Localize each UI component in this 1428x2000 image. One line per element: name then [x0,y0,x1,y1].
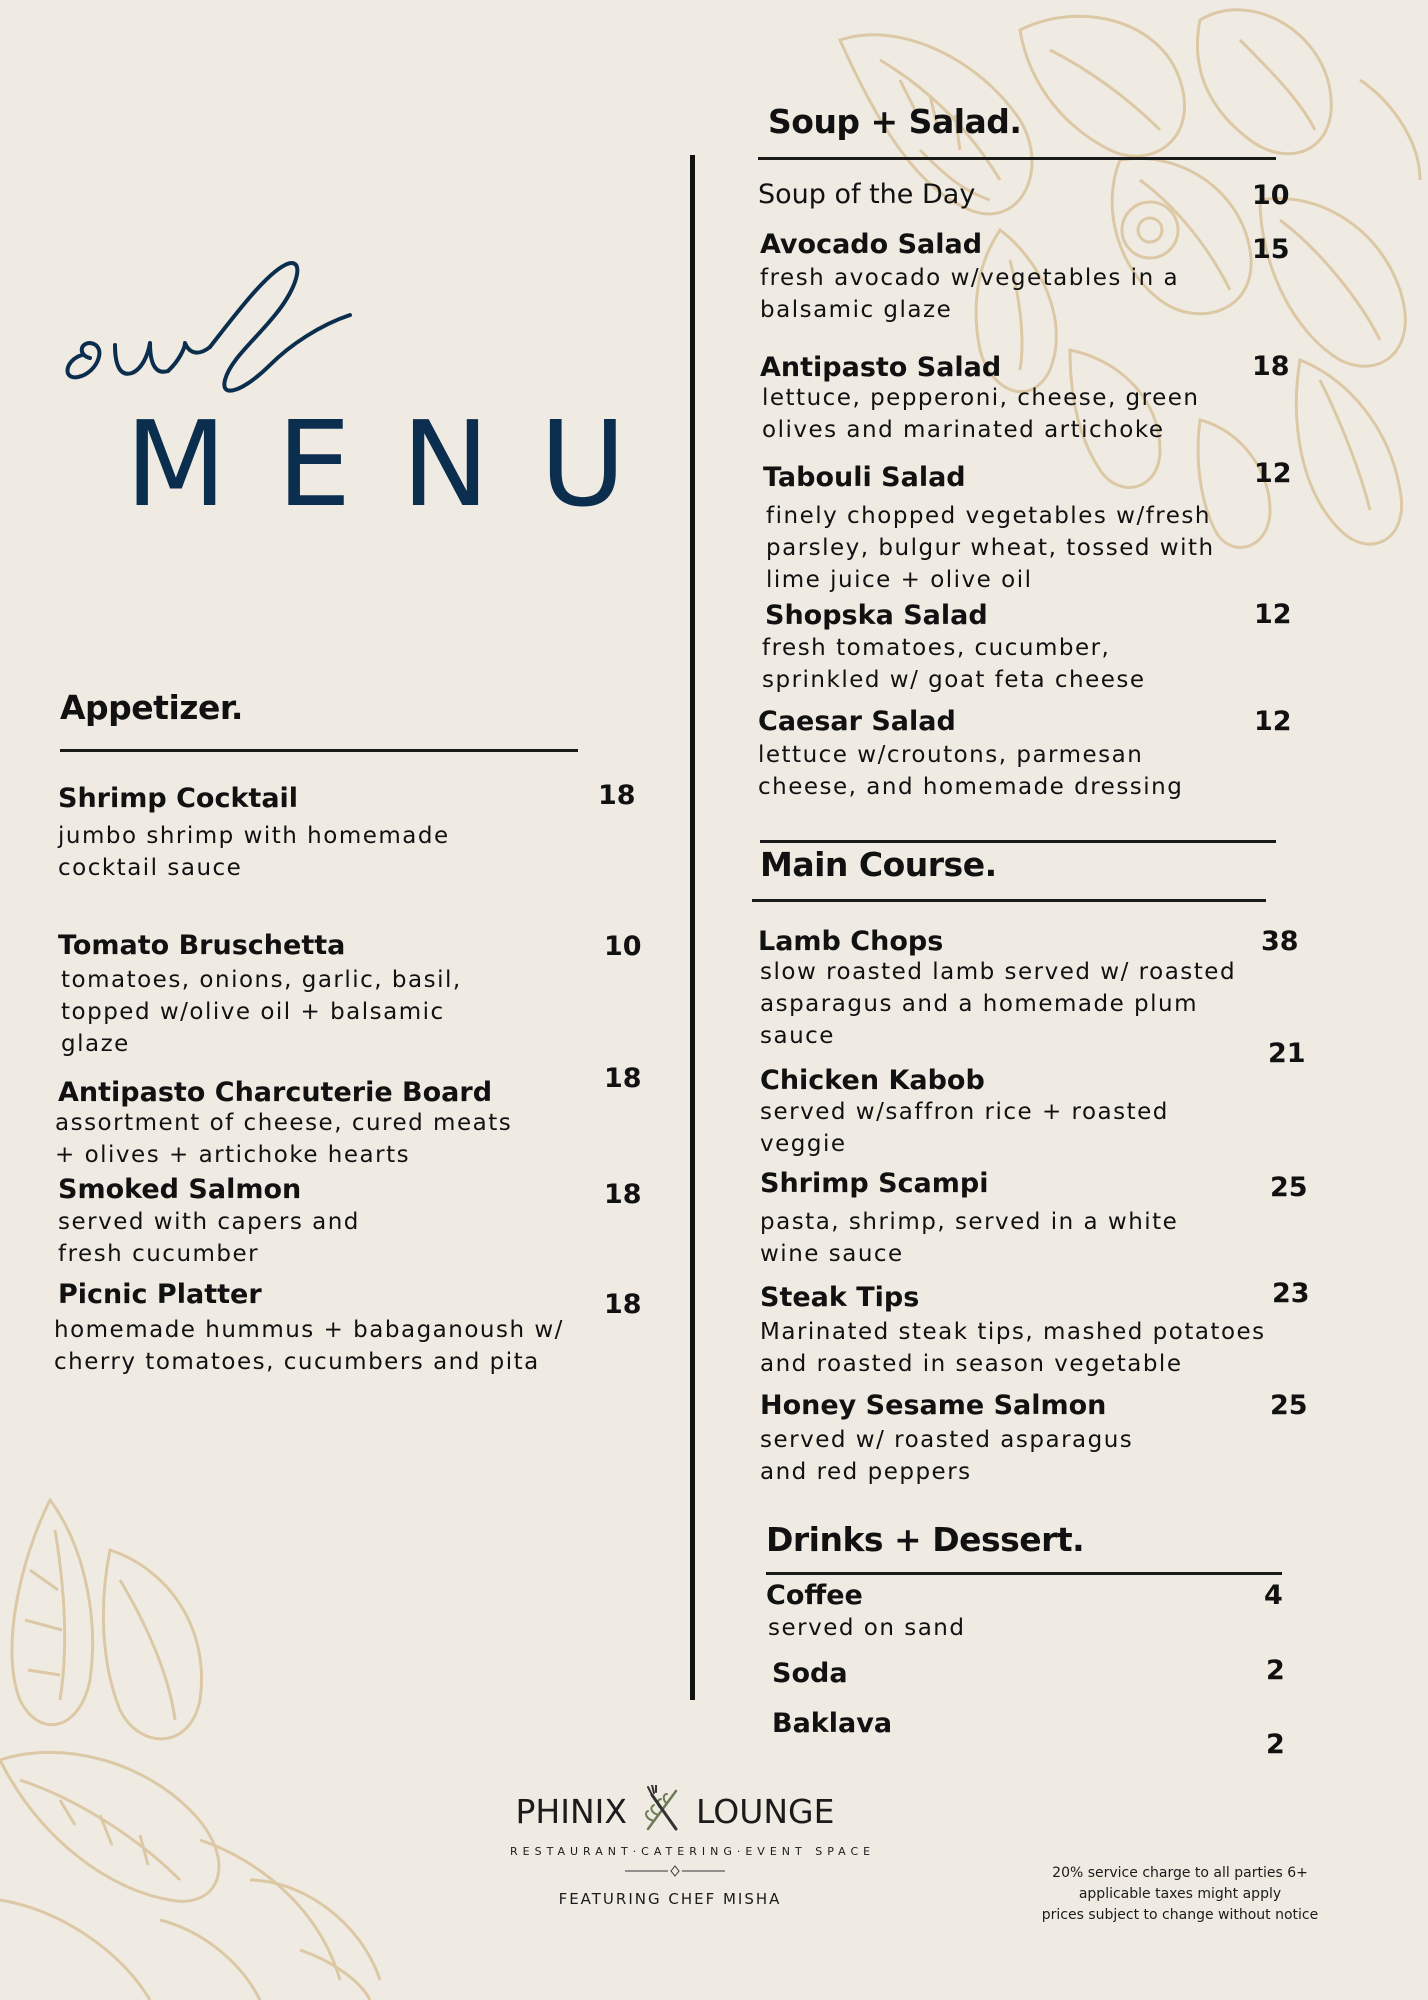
item-name: Tabouli Salad [763,462,966,493]
item-name: Lamb Chops [758,926,944,957]
item-description: served w/saffron rice + roasted veggie [760,1099,1169,1157]
item-description: assortment of cheese, cured meats + olives + artichoke hearts [55,1110,513,1168]
featuring-chef: FEATURING CHEF MISHA [558,1890,782,1908]
fork-and-herb-icon [640,1785,684,1833]
soup-salad-heading: Soup + Salad. [768,102,1022,141]
menu-title: MENU [125,395,677,533]
item-description: tomatoes, onions, garlic, basil, topped w/olive oil + balsamic glaze [61,967,462,1057]
drinks-dessert-heading: Drinks + Dessert. [766,1520,1085,1559]
item-price: 15 [1252,234,1290,265]
item-name: Shopska Salad [765,600,988,631]
logo-tagline: RESTAURANT·CATERING·EVENT SPACE [510,1845,876,1858]
item-price: 12 [1254,706,1292,737]
item-description: slow roasted lamb served w/ roasted asparagus and a homemade plum sauce [760,959,1237,1049]
item-description: lettuce w/croutons, parmesan cheese, and homemade dressing [758,742,1184,800]
soup-salad-rule [758,157,1276,160]
our-script-word [60,255,360,415]
item-description: fresh avocado w/vegetables in a balsamic glaze [760,265,1180,323]
item-description: served on sand [768,1615,966,1641]
item-name: Picnic Platter [58,1279,262,1310]
item-description: Marinated steak tips, mashed potatoes and roasted in season vegetable [760,1319,1266,1377]
logo-text-left: PHINIX [515,1792,628,1831]
item-price: 12 [1254,599,1292,630]
main-course-rule [752,899,1266,902]
item-name: Shrimp Scampi [760,1168,989,1199]
item-price: 18 [604,1063,642,1094]
item-name: Soup of the Day [758,179,976,210]
main-course-heading: Main Course. [760,845,997,884]
item-price: 38 [1261,926,1299,957]
taxes-note: applicable taxes might apply [1078,1886,1282,1902]
item-name: Smoked Salmon [58,1174,302,1205]
item-description: homemade hummus + babaganoush w/ cherry tomatoes, cucumbers and pita [54,1317,564,1375]
item-name: Steak Tips [760,1282,920,1313]
main-course-top-rule [760,840,1276,843]
item-name: Chicken Kabob [760,1065,985,1096]
drinks-dessert-rule [766,1572,1282,1575]
item-price: 10 [604,931,642,962]
footer-notes [1020,1863,1340,1926]
item-description: jumbo shrimp with homemade cocktail sauce [58,823,450,881]
appetizer-heading: Appetizer. [60,688,243,727]
item-description: fresh tomatoes, cucumber, sprinkled w/ goat feta cheese [762,635,1146,693]
item-name: Antipasto Salad [760,352,1002,383]
item-description: served w/ roasted asparagus and red peppers [760,1427,1134,1485]
logo-text-right: LOUNGE [696,1792,835,1831]
item-name: Avocado Salad [760,229,983,260]
item-price: 18 [1252,351,1290,382]
item-description: pasta, shrimp, served in a white wine sauce [760,1209,1179,1267]
item-name: Baklava [772,1708,893,1739]
item-description: served with capers and fresh cucumber [58,1209,360,1267]
item-price: 10 [1252,180,1290,211]
item-price: 12 [1254,458,1292,489]
item-price: 2 [1266,1655,1285,1686]
item-price: 23 [1272,1278,1310,1309]
appetizer-rule [60,749,578,752]
price-change-note: prices subject to change without notice [1041,1907,1319,1923]
item-description: finely chopped vegetables w/fresh parsley, bulgur wheat, tossed with lime juice + olive oil [766,503,1215,593]
floral-illustration-bottom-left [0,1480,520,2000]
item-name: Coffee [766,1580,863,1611]
item-price: 25 [1270,1390,1308,1421]
item-name: Antipasto Charcuterie Board [58,1077,493,1108]
item-price: 25 [1270,1172,1308,1203]
item-price: 18 [598,780,636,811]
item-name: Shrimp Cocktail [58,783,299,814]
item-name: Caesar Salad [758,706,956,737]
item-price: 21 [1268,1038,1306,1069]
item-description: lettuce, pepperoni, cheese, green olives and marinated artichoke [762,385,1200,443]
decorative-flourish [620,1864,730,1878]
item-name: Soda [772,1658,848,1689]
item-name: Tomato Bruschetta [58,930,346,961]
item-price: 2 [1266,1729,1285,1760]
column-divider [690,155,695,1700]
restaurant-logo [510,1785,876,1883]
service-charge-note: 20% service charge to all parties 6+ [1052,1865,1308,1881]
item-name: Honey Sesame Salmon [760,1390,1107,1421]
item-price: 18 [604,1179,642,1210]
item-price: 4 [1264,1580,1283,1611]
item-price: 18 [604,1289,642,1320]
